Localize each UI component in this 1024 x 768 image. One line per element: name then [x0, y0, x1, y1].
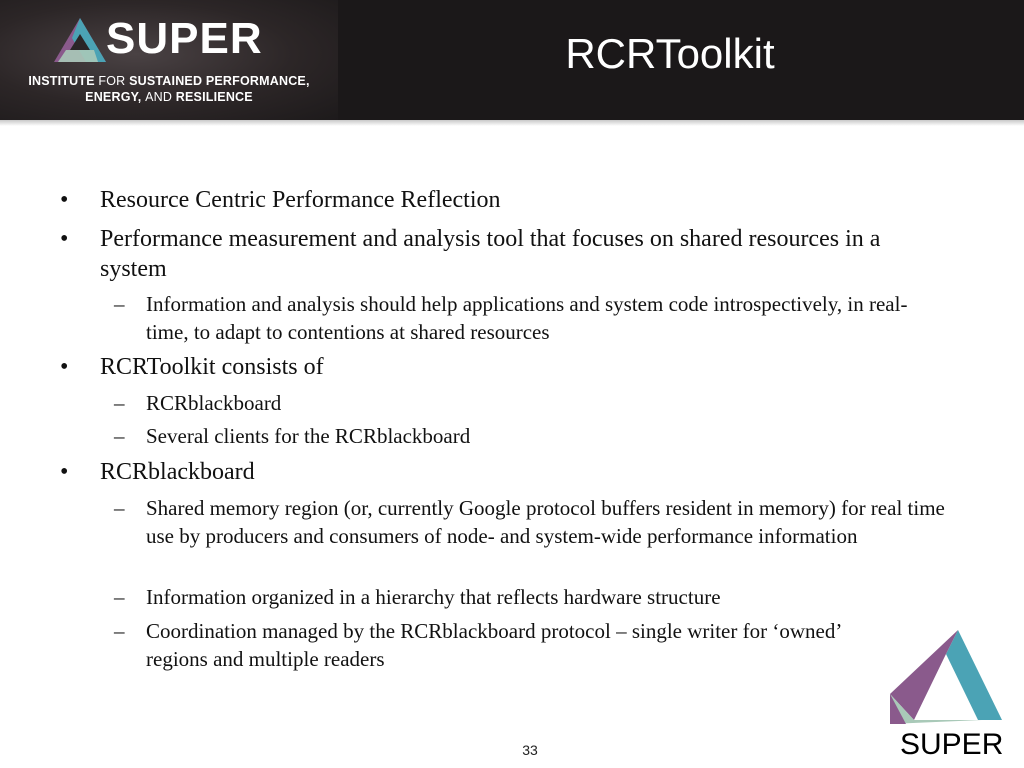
sub-bullet-text: Information and analysis should help applications and system code introspectively, in real-time, to adapt to contentions at shared resources — [146, 292, 908, 344]
bullet-text: RCRToolkit consists of — [100, 354, 324, 380]
logo-tagline-line2: ENERGY, AND RESILIENCE — [85, 90, 253, 104]
corner-wordmark: SUPER — [900, 728, 1004, 761]
logo-tagline-line1: INSTITUTE FOR SUSTAINED PERFORMANCE, — [28, 74, 310, 88]
logo-wordmark: SUPER — [106, 14, 263, 63]
bullet-marker: • — [60, 459, 69, 485]
bullet-text: Resource Centric Performance Reflection — [100, 187, 501, 213]
sub-bullet-item — [114, 389, 946, 417]
bullet-item — [60, 352, 900, 382]
dash-marker: – — [114, 619, 125, 643]
slide-title: RCRToolkit — [565, 30, 775, 77]
super-corner-logo-icon — [886, 628, 1004, 726]
sub-bullet-text: Shared memory region (or, currently Google protocol buffers resident in memory) for real time use by producers and consumers of node- and system-wide performance information — [146, 496, 945, 548]
header-divider — [0, 120, 1024, 126]
bullet-text: RCRblackboard — [100, 459, 255, 485]
dash-marker: – — [114, 292, 125, 316]
dash-marker: – — [114, 424, 125, 448]
bullet-text: Performance measurement and analysis tool that focuses on shared resources in a system — [100, 226, 881, 282]
dash-marker: – — [114, 496, 125, 520]
slide-header — [0, 0, 1024, 120]
sub-bullet-text: Coordination managed by the RCRblackboard protocol – single writer for ‘owned’ regions and multiple readers — [146, 619, 841, 671]
bullet-item — [60, 457, 900, 487]
sub-bullet-text: Several clients for the RCRblackboard — [146, 424, 471, 448]
sub-bullet-item — [114, 290, 946, 346]
bullet-marker: • — [60, 187, 69, 213]
bullet-marker: • — [60, 354, 69, 380]
dash-marker: – — [114, 391, 125, 415]
bullet-item — [60, 224, 900, 284]
super-logo — [0, 0, 338, 120]
dash-marker: – — [114, 585, 125, 609]
bullet-item — [60, 185, 900, 215]
sub-bullet-text: Information organized in a hierarchy that reflects hardware structure — [146, 585, 721, 609]
sub-bullet-item — [114, 494, 946, 550]
super-triangle-icon — [52, 16, 108, 66]
sub-bullet-text: RCRblackboard — [146, 391, 282, 415]
sub-bullet-item — [114, 583, 946, 611]
page-number: 33 — [522, 742, 538, 758]
bullet-marker: • — [60, 226, 69, 252]
sub-bullet-item — [114, 617, 906, 673]
sub-bullet-item — [114, 422, 946, 450]
